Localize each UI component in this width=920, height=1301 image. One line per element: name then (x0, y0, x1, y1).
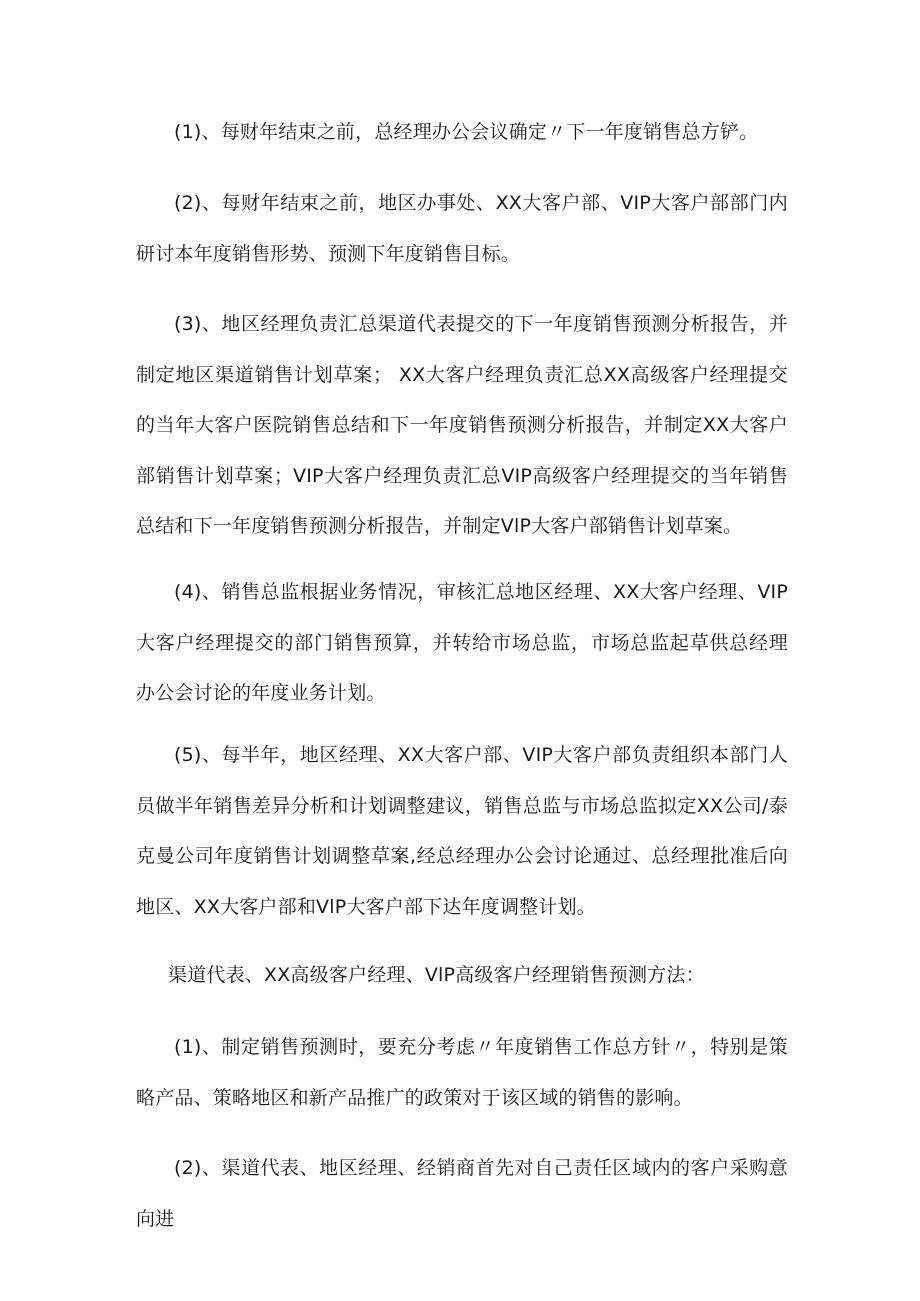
paragraph-5: (5)、每半年，地区经理、XX大客户部、VIP大客户部负责组织本部门人员做半年销售差异分析和计划调整建议，销售总监与市场总监拟定XX公司/泰克曼公司年度销售计划调整草案,经总经理办公会讨论通过、总经理批准后向地区、XX大客户部和VlP大客户部下达年度调整计划。 (136, 744, 788, 918)
paragraph-6: (1)、制定销售预测时，要充分考虑〃年度销售工作总方针〃，特别是策略产品、策略地区和新产品推广的政策对于该区域的销售的影响。 (136, 1036, 788, 1109)
section-heading: 渠道代表、XX高级客户经理、VlP高级客户经理销售预测方法： (168, 964, 705, 986)
paragraph-3: (3)、地区经理负责汇总渠道代表提交的下一年度销售预测分析报告，并制定地区渠道销售计划草案； XX大客户经理负责汇总XX高级客户经理提交的当年大客户医院销售总结和下一年度销售预测分析报告，并制定XX大客户部销售计划草案；VIP大客户经理负责汇总VIP高级客户经理提交的当年销售总结和下一年度销售预测分析报告，并制定VlP大客户部销售计划草案。 (136, 313, 788, 537)
paragraph-7: (2)、渠道代表、地区经理、经销商首先对自己责任区域内的客户采购意向进 (136, 1157, 788, 1230)
paragraph-4: (4)、销售总监根据业务情况，审核汇总地区经理、XX大客户经理、VIP大客户经理提交的部门销售预算，并转给市场总监，市场总监起草供总经理办公会讨论的年度业务计划。 (136, 581, 788, 704)
paragraph-1: (1)、每财年结束之前，总经理办公会议确定〃下一年度销售总方铲。 (174, 121, 759, 143)
paragraph-2: (2)、每财年结束之前，地区办事处、XX大客户部、VIP大客户部部门内研讨本年度销售形势、预测下年度销售目标。 (136, 192, 788, 265)
